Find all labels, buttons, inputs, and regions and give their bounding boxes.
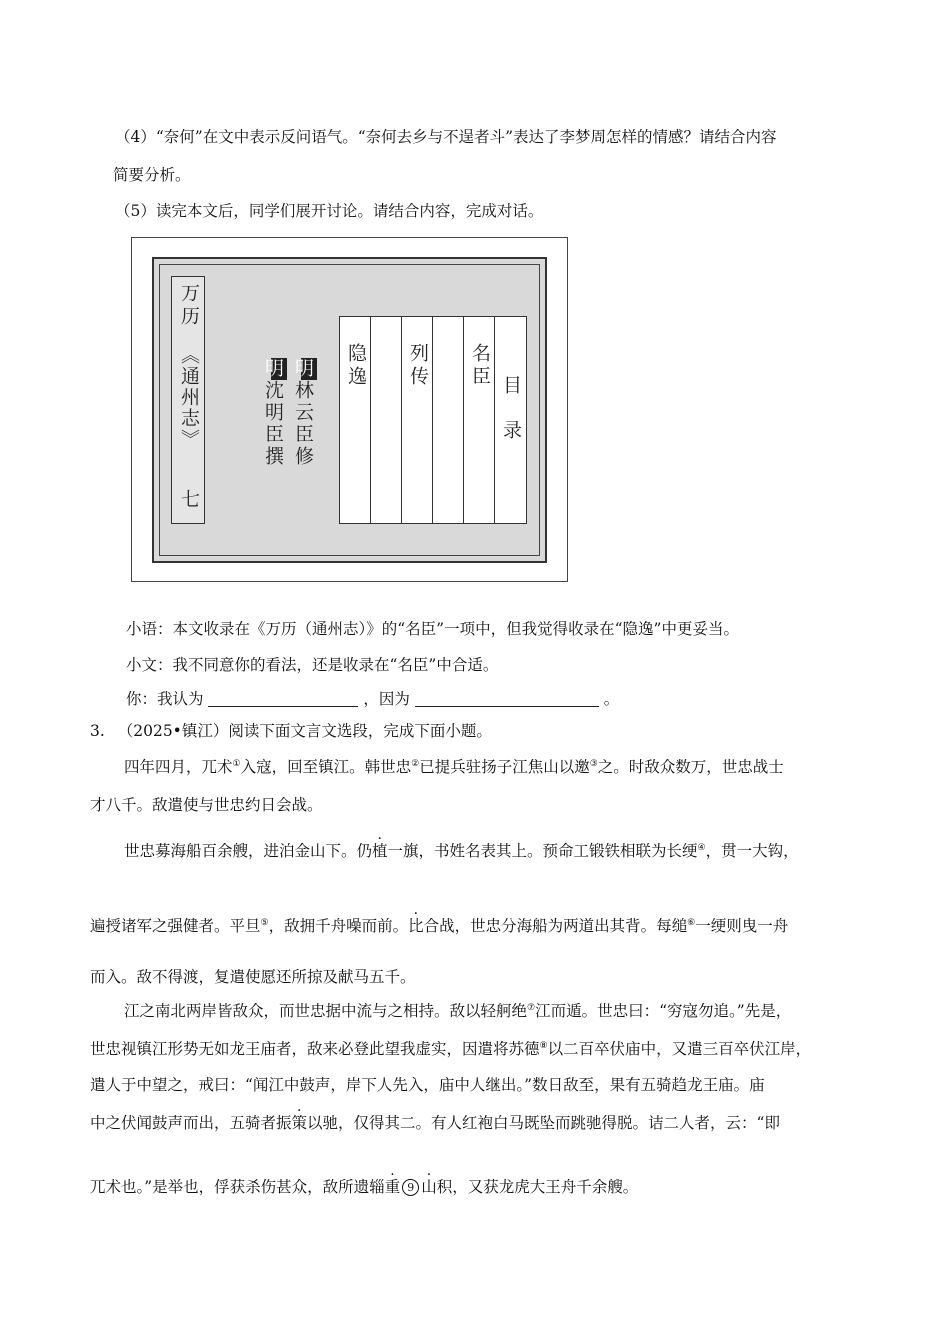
toc-item-mingchen: 名臣 (469, 343, 491, 389)
book-cover-figure (131, 237, 568, 582)
passage-text: 世忠募海船百余艘，进泊金山下。仍 (124, 842, 373, 860)
note-marker: ⑤ (260, 918, 269, 928)
note-marker: ② (411, 759, 420, 769)
toc-item-liezhuan: 列传 (407, 343, 429, 389)
emphasized-char: 比 (408, 917, 424, 935)
question-3-number: 3. (90, 722, 105, 740)
passage-line: 才八千。敌遣使与世忠约日会战。 (90, 796, 323, 814)
passage-line (124, 1000, 791, 1022)
passage-text: 中之伏闻鼓声而出，五骑者振 (90, 1114, 292, 1132)
toc-column (495, 317, 526, 523)
passage-text: 遍授诸军之强健者。平旦 (90, 917, 261, 935)
passage-text: 以驰，仅得其二。有人红袍白马既坠而跳驰得脱。诘二人者，云：“即 (307, 1114, 780, 1132)
answer-blank-1[interactable] (208, 690, 358, 707)
title-era: 万历 (178, 283, 200, 329)
emphasized-char: 植 (372, 842, 388, 860)
passage-text: 入寇，回至镇江。韩世忠 (240, 758, 412, 776)
book-title-box (171, 276, 205, 524)
passage-line (90, 915, 788, 937)
author-2-dynasty: 明 (271, 358, 287, 380)
emphasized-char: 山 (421, 1178, 437, 1196)
toc-item-yinyi: 隐逸 (345, 343, 367, 389)
passage-line (124, 840, 799, 862)
note-marker: ⑧ (539, 1041, 548, 1051)
note-marker-circled: 9 (402, 1179, 419, 1196)
passage-line: 而入。敌不得渡，复遣使愿还所掠及献马五千。 (90, 968, 416, 986)
passage-line (90, 1176, 638, 1198)
passage-line: 遣人于中望之，戒曰：“闻江中鼓声，岸下人先入，庙中人继出。”数日敌至，果有五骑趋龙王庙。庙 (90, 1076, 765, 1094)
toc-column (402, 317, 433, 523)
passage-text: 四年四月，兀术 (124, 758, 233, 776)
passage-text: 之。时敌众数万，世忠战士 (597, 758, 784, 776)
table-of-contents (339, 316, 527, 524)
note-marker: ④ (697, 843, 706, 853)
dialogue-xiaoyu: 小语：本文收录在《万历（通州志）》的“名臣”一项中，但我觉得收录在“隐逸”中更妥当。 (126, 620, 739, 638)
note-marker: ⑦ (527, 1003, 536, 1013)
passage-text: 世忠视镇江形势无如龙王庙者，敌来必登此望我虚实，因遣将苏德 (90, 1040, 540, 1058)
author-1-dynasty: 明 (301, 358, 317, 380)
toc-column (371, 317, 402, 523)
passage-line (90, 1038, 811, 1060)
note-marker: ① (232, 759, 241, 769)
dialogue-you-prefix: 你：我认为 (126, 690, 204, 708)
answer-blank-2[interactable] (415, 690, 599, 707)
author-1 (290, 358, 317, 468)
dialogue-xiaowen: 小文：我不同意你的看法，还是收录在“名臣”中合适。 (126, 656, 499, 674)
question-3-text: （2025•镇江）阅读下面文言文选段，完成下面小题。 (117, 722, 492, 740)
passage-text: 江之南北两岸皆敌众，而世忠据中流与之相持。敌以轻舸绝 (124, 1002, 528, 1020)
passage-text: 江而遁。世忠曰：“穷寇勿追。”先是， (535, 1002, 792, 1020)
passage-text: 以二百卒伏庙中，又遣三百卒伏江岸， (547, 1040, 812, 1058)
passage-text: 已提兵驻扬子江焦山以邀 (419, 758, 590, 776)
dialogue-you (126, 688, 619, 710)
passage-text: 一旗，书姓名表其上。预命工锻铁相联为长绠 (387, 842, 698, 860)
passage-text: ，敌拥千舟噪而前。 (268, 917, 409, 935)
passage-text: 兀术也。”是举也，俘获杀伤甚众，敌所遗辎 (90, 1178, 385, 1196)
author-2 (260, 358, 287, 468)
toc-column (340, 317, 371, 523)
question-5-prompt: （5）读完本文后，同学们展开讨论。请结合内容，完成对话。 (115, 202, 544, 220)
dialogue-you-because: ，因为 (363, 690, 410, 708)
passage-line (124, 756, 784, 778)
question-3-heading (90, 720, 492, 742)
note-marker: ③ (589, 759, 598, 769)
emphasized-char: 策 (291, 1114, 308, 1132)
passage-text: ，贯一大钩， (705, 842, 799, 860)
question-4-line-2: 简要分析。 (113, 166, 191, 184)
passage-line (90, 1112, 780, 1134)
author-1-name: 林云臣修 (292, 380, 314, 468)
passage-text: 一绠则曳一舟 (695, 917, 789, 935)
toc-column (433, 317, 464, 523)
emphasized-char: 重 (384, 1178, 401, 1196)
title-name: 《通州志》 (178, 345, 200, 450)
toc-column (464, 317, 495, 523)
title-volume: 七 (178, 489, 200, 512)
passage-text: 积，又获龙虎大王舟千余艘。 (436, 1178, 639, 1196)
author-2-name: 沈明臣撰 (262, 380, 284, 468)
toc-header: 目录 (500, 375, 522, 465)
passage-text: 合战，世忠分海船为两道出其背。每缒 (423, 917, 688, 935)
dialogue-you-end: 。 (603, 690, 620, 708)
note-marker: ⑥ (687, 918, 696, 928)
question-4-line-1: （4）“奈何”在文中表示反问语气。“奈何去乡与不逞者斗”表达了李梦周怎样的情感？请结合内容 (115, 128, 777, 146)
